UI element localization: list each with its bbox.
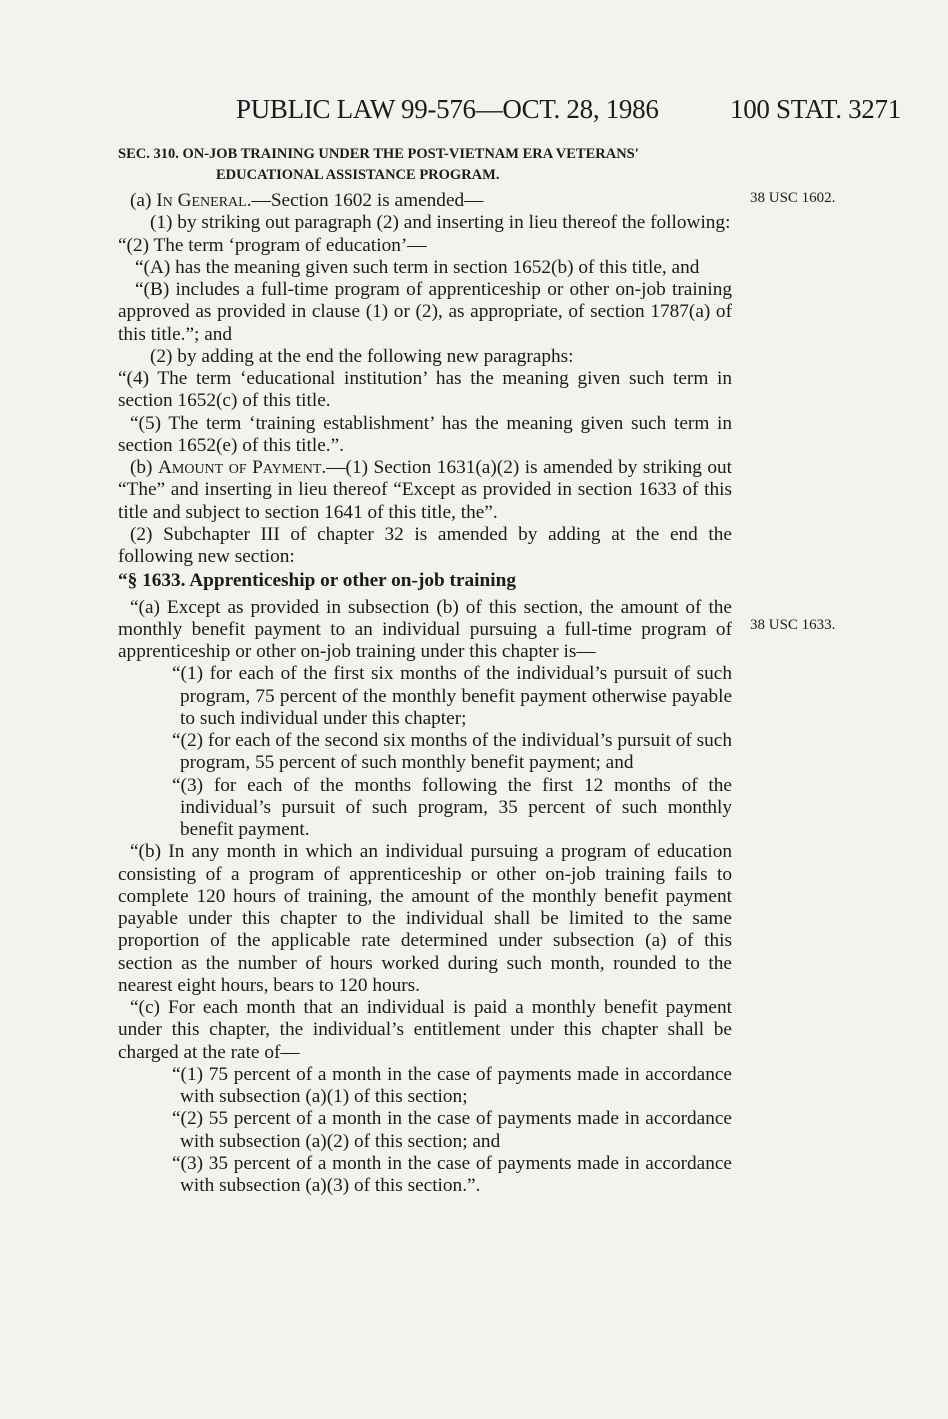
paragraph-b2: (2) Subchapter III of chapter 32 is amended by adding at the end the following new section:	[118, 523, 732, 567]
paragraph-a1: (1) by striking out paragraph (2) and inserting in lieu thereof the following:	[150, 212, 731, 234]
section-1633-subsection-a: “(a) Except as provided in subsection (b) of this section, the amount of the monthly benefit payment to an individual pursuing a full-time program of apprenticeship or other on-job training under this chapter is—	[118, 596, 732, 662]
section-heading	[118, 144, 734, 186]
quoted-clause-B: “(B) includes a full-time program of apprenticeship or other on-job training approved as provided in clause (1) or (2), as appropriate, of section 1787(a) of this title.”; and	[118, 279, 732, 345]
section-1633-subsection-c: “(c) For each month that an individual is paid a monthly benefit payment under this chapter, the individual’s entitlement under this chapter shall be charged at the rate of—	[118, 997, 732, 1063]
subsection-a-heading: In General	[156, 190, 247, 211]
subsection-b-lead: (b)	[130, 457, 158, 478]
section-1633-a1: “(1) for each of the first six months of the individual’s pursuit of such program, 75 percent of the monthly benefit payment otherwise payable to such individual under this chapter;	[172, 663, 732, 729]
subsection-a-lead: (a)	[130, 190, 157, 211]
quoted-clause-A: “(A) has the meaning given such term in section 1652(b) of this title, and	[135, 256, 700, 278]
section-1633-c1: “(1) 75 percent of a month in the case of payments made in accordance with subsection (a)(1) of this section;	[172, 1063, 732, 1107]
subsection-b-heading: Amount of Payment	[157, 457, 322, 478]
quoted-paragraph-4: “(4) The term ‘educational institution’ has the meaning given such term in section 1652(c) of this title.	[118, 368, 732, 412]
section-1633-c3: “(3) 35 percent of a month in the case of payments made in accordance with subsection (a)(3) of this section.”.	[172, 1152, 732, 1196]
document-body	[118, 190, 732, 1197]
section-1633-a2: “(2) for each of the second six months of the individual’s pursuit of such program, 55 percent of such monthly benefit payment; and	[172, 730, 732, 774]
section-heading-line2: EDUCATIONAL ASSISTANCE PROGRAM.	[216, 167, 500, 183]
section-1633-a3: “(3) for each of the months following the first 12 months of the individual’s pursuit of such program, 35 percent of such monthly benefit payment.	[172, 774, 732, 840]
margin-note-1633: 38 USC 1633.	[750, 617, 836, 633]
subsection-a	[118, 190, 732, 212]
margin-note-1602: 38 USC 1602.	[750, 190, 836, 206]
quoted-paragraph-5: “(5) The term ‘training establishment’ has the meaning given such term in section 1652(e) of this title.”.	[118, 412, 732, 456]
subsection-b	[118, 457, 732, 524]
subsection-b-text: .—(1) Section 1631(a)(2) is amended by striking out “The” and inserting in lieu thereof “Except as provided in section 1633 of this title and subject to section 1641 of this title, the”.	[118, 457, 732, 523]
section-1633-subsection-b: “(b) In any month in which an individual pursuing a program of education consisting of a program of apprenticeship or other on-job training fails to complete 120 hours of training, the amount of the monthly benefit payment payable under this chapter to the individual shall be limited to the same proportion of the applicable rate determined under subsection (a) of this section as the number of hours worked during such month, rounded to the nearest eight hours, bears to 120 hours.	[118, 841, 732, 996]
subsection-a-text: .—Section 1602 is amended—	[246, 190, 484, 211]
page-stat-number: 100 STAT. 3271	[730, 94, 901, 124]
section-1633-c2: “(2) 55 percent of a month in the case of payments made in accordance with subsection (a)(2) of this section; and	[172, 1108, 732, 1152]
paragraph-a2: (2) by adding at the end the following new paragraphs:	[150, 345, 574, 367]
running-header-title: PUBLIC LAW 99-576—OCT. 28, 1986	[236, 94, 659, 124]
section-1633-heading: “§ 1633. Apprenticeship or other on-job training	[118, 570, 516, 592]
section-heading-line1: SEC. 310. ON-JOB TRAINING UNDER THE POST-VIETNAM ERA VETERANS'	[118, 146, 639, 162]
quoted-paragraph-2: “(2) The term ‘program of education’—	[118, 234, 427, 256]
